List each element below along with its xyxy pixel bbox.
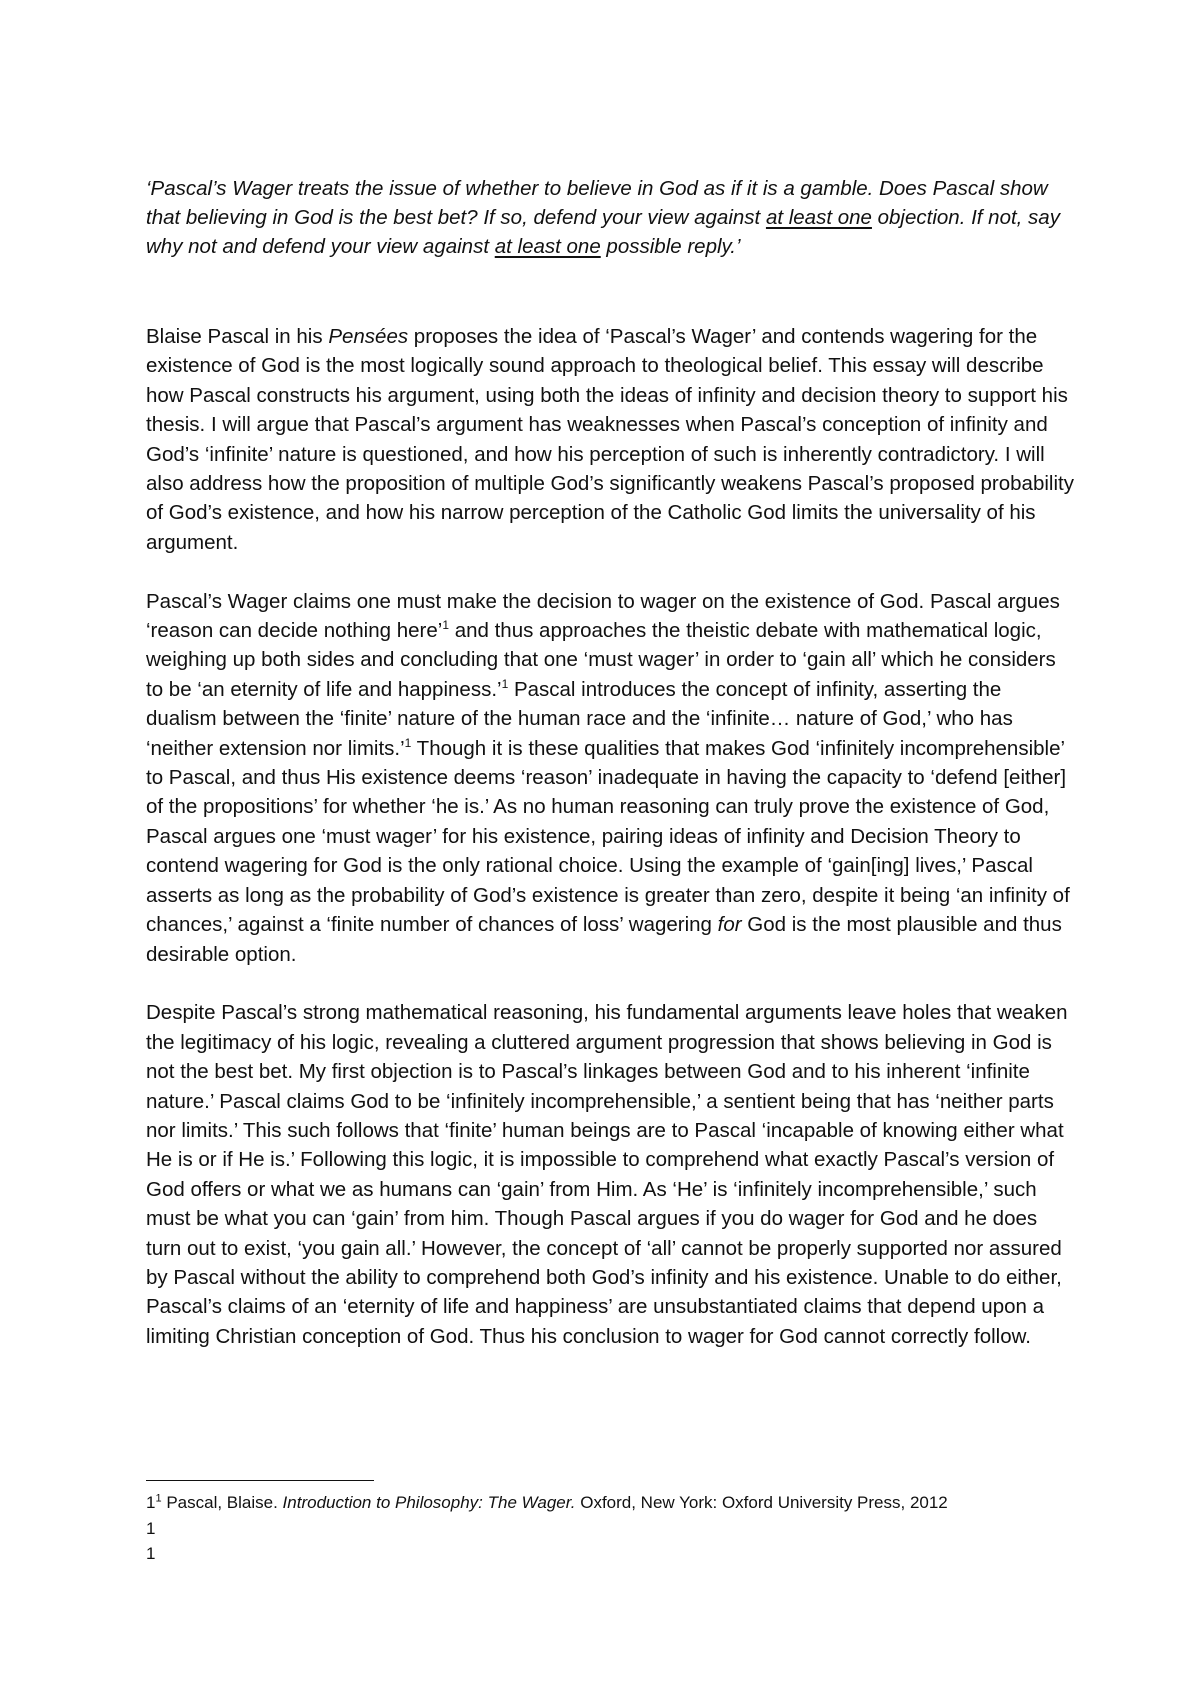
question-text: objection. If not, say why not and defend your view against [146,206,1060,258]
question-text: possible reply.’ [600,235,741,258]
paragraph-text: proposes the idea of ‘Pascal’s Wager’ and contends wagering for the existence of God is the most logically sound approach to theological belief. This essay will describe how Pascal constructs his argument, using both the ideas of infinity and decision theory to support his thesis. I will argue that Pascal’s argument has weaknesses when Pascal’s conception of infinity and God’s ‘infinite’ nature is questioned, and how his perception of such is inherently contradictory. I will also address how the proposition of multiple God’s significantly weakens Pascal’s proposed probability of God’s existence, and how his narrow perception of the Catholic God limits the universality of his argument. [146,325,1074,554]
footnote-sup: 1 [155,1492,162,1505]
essay-question [146,174,1076,261]
paragraph-objection [146,998,1076,1351]
paragraph-intro [146,322,1076,557]
paragraph-text: and thus approaches the theistic debate with mathematical logic, weighing up both sides and concluding that one ‘must wager’ in order to ‘gain all’ which he considers to be ‘an eternity of life and happiness.’ [146,619,1056,701]
paragraph-wager-summary [146,587,1076,969]
question-underline-at-least-one: at least one [494,235,601,258]
footnote-ref[interactable]: 1 [501,677,509,692]
paragraph-text: Despite Pascal’s strong mathematical reasoning, his fundamental arguments leave holes that weaken the legitimacy of his logic, revealing a cluttered argument progression that shows believing in God is not the best bet. My first objection is to Pascal’s linkages between God and to his inherent ‘infinite nature.’ Pascal claims God to be ‘infinitely incomprehensible,’ a sentient being that has ‘neither parts nor limits.’ This such follows that ‘finite’ human beings are to Pascal ‘incapable of knowing either what He is or if He is.’ Following this logic, it is impossible to comprehend what exactly Pascal’s version of God offers or what we as humans can ‘gain’ from Him. As ‘He’ is ‘infinitely incomprehensible,’ such must be what you can ‘gain’ from him. Though Pascal argues if you do wager for God and he does turn out to exist, ‘you gain all.’ However, the concept of ‘all’ cannot be properly supported nor assured by Pascal without the ability to comprehend both God’s infinity and his existence. Unable to do either, Pascal’s claims of an ‘eternity of life and happiness’ are unsubstantiated claims that depend upon a limiting Christian conception of God. Thus his conclusion to wager for God cannot correctly follow. [146,1001,1068,1348]
footnote-title: Introduction to Philosophy: The Wager. [282,1493,576,1512]
paragraph-text: Blaise Pascal in his [146,325,329,348]
essay-body [146,322,1076,1351]
footnote-number: 1 [146,1493,156,1512]
paragraph-text: Pascal’s Wager claims one must make the decision to wager on the existence of God. Pascal argues ‘reason can decide nothing here’ [146,589,1060,643]
question-text: ‘Pascal’s Wager treats the issue of whether to believe in God as if it is a gamble. Does Pascal show that believing in God is the best bet? If so, defend your view against [146,177,1048,229]
footnote-line [146,1490,1096,1516]
paragraph-text: Though it is these qualities that makes God ‘infinitely incomprehensible’ to Pascal, and thus His existence deems ‘reason’ inadequate in having the capacity to ‘defend [either] of the propositions’ for whether ‘he is.’ As no human reasoning can truly prove the existence of God, Pascal argues one ‘must wager’ for his existence, pairing ideas of infinity and Decision Theory to contend wagering for God is the only rational choice. Using the example of ‘gain[ing] lives,’ Pascal asserts as long as the probability of God’s existence is greater than zero, despite it being ‘an infinity of chances,’ against a ‘finite number of chances of loss’ wagering [146,736,1070,937]
footnote-text: Oxford, New York: Oxford University Press, 2012 [575,1493,948,1512]
paragraph-italic: for [717,913,742,937]
footnote-line: 1 [146,1518,156,1538]
paragraph-text: Pascal introduces the concept of infinity, asserting the dualism between the ‘finite’ nature of the human race and the ‘infinite… nature of God,’ who has ‘neither extension nor limits.’ [146,677,1013,760]
footnote-separator [146,1480,374,1481]
paragraph-italic: Pensées [328,325,409,348]
paragraph-text: God is the most plausible and thus desirable option. [146,913,1062,966]
footnote-text: Pascal, Blaise. [161,1493,283,1512]
footnote-ref[interactable]: 1 [404,735,412,750]
footnote-line: 1 [146,1544,156,1563]
footnotes [146,1490,1096,1567]
footnote-ref[interactable]: 1 [442,618,450,633]
question-underline-at-least-one: at least one [765,206,872,229]
